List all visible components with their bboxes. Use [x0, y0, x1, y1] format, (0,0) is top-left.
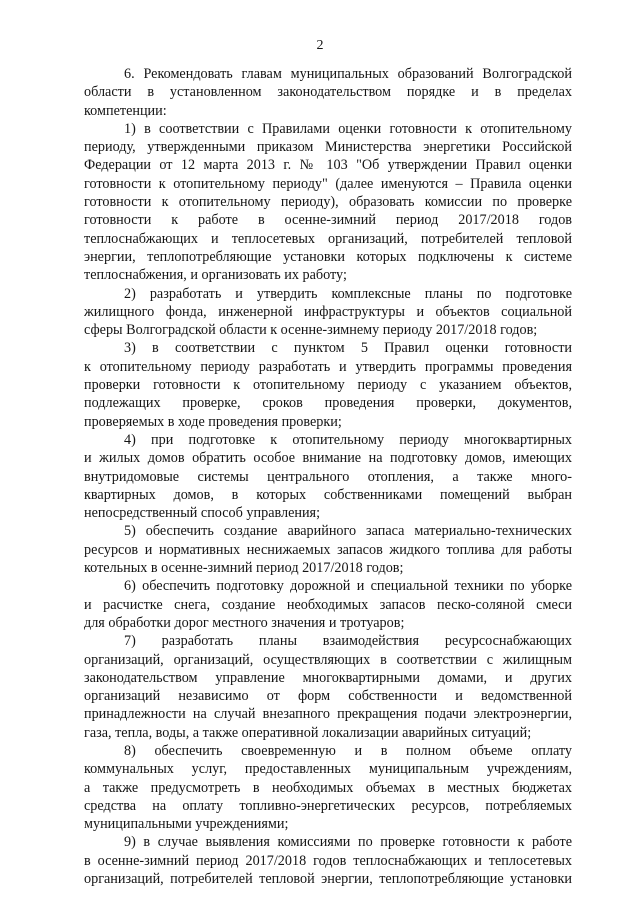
text-line: и жилых домов обратить особое внимание на подготовку домов, имеющих [84, 450, 572, 467]
text-line: средства на оплату топливно-энергетических ресурсов, потребляемых [84, 797, 572, 814]
text-line: организаций, организаций, осуществляющих в соответствии с жилищным [84, 651, 572, 668]
text-line: 7) разработать планы взаимодействия ресурсоснабжающих [124, 633, 572, 650]
text-line: законодательством управление многоквартирными домами, и других [84, 669, 572, 686]
text-line: и расчистке снега, создание необходимых запасов песко-соляной смеси [84, 596, 572, 613]
text-line: готовности к отопительному периоду" (далее именуются – Правила оценки [84, 175, 572, 192]
text-line: Федерации от 12 марта 2013 г. № 103 "Об утверждении Правил оценки [84, 157, 572, 174]
text-line: 5) обеспечить создание аварийного запаса материально-технических [124, 523, 572, 540]
text-line: организаций, потребителей тепловой энергии, теплопотребляющие установки [84, 871, 572, 888]
text-line: готовности к работе в осенне-зимний период 2017/2018 годов [84, 212, 572, 229]
text-line: квартирных домов, в которых собственниками помещений выбран [84, 486, 572, 503]
text-line: 1) в соответствии с Правилами оценки готовности к отопительному [124, 120, 572, 137]
text-line: 6) обеспечить подготовку дорожной и специальной техники по уборке [124, 578, 572, 595]
text-line: коммунальных услуг, предоставленных муниципальным учреждениям, [84, 761, 572, 778]
text-line: области в установленном законодательством порядке и в пределах [84, 84, 572, 101]
text-line: проверки готовности к отопительному периоду с указанием объектов, [84, 377, 572, 394]
text-line: теплоснабжающих и теплосетевых организаций, потребителей тепловой [84, 230, 572, 247]
text-line: периоду, утвержденными приказом Министерства энергетики Российской [84, 139, 572, 156]
page-number: 2 [316, 38, 324, 53]
text-line: муниципальными учреждениями; [84, 816, 289, 833]
text-line: проверяемых в ходе проведения проверки; [84, 413, 342, 430]
text-line: 9) в случае выявления комиссиями по проверке готовности к работе [124, 834, 572, 851]
text-line: 8) обеспечить своевременную и в полном объеме оплату [124, 742, 572, 759]
text-line: ресурсов и нормативных неснижаемых запасов жидкого топлива для работы [84, 541, 572, 558]
text-line: непосредственный способ управления; [84, 505, 321, 522]
text-line: жилищного фонда, инженерной инфраструктуры и объектов социальной [84, 303, 572, 320]
text-line: 4) при подготовке к отопительному периоду многоквартирных [124, 431, 572, 448]
text-line: организаций независимо от форм собственности и ведомственной [84, 688, 572, 705]
text-line: готовности к отопительному периоду), образовать комиссии по проверке [84, 194, 572, 211]
text-line: котельных в осенне-зимний период 2017/2018 годов; [84, 560, 404, 577]
text-line: к отопительному периоду разработать и утвердить программы проведения [84, 358, 572, 375]
text-line: в осенне-зимний период 2017/2018 годов теплоснабжающих и теплосетевых [84, 852, 572, 869]
text-line: а также предусмотреть в необходимых объемах в местных бюджетах [84, 779, 572, 796]
text-line: 3) в соответствии с пунктом 5 Правил оценки готовности [124, 340, 572, 357]
text-line: внутридомовые системы центрального отопления, а также много- [84, 468, 572, 485]
document-body [84, 65, 572, 888]
text-line: подлежащих проверке, сроков проведения проверки, документов, [84, 395, 572, 412]
text-line: теплоснабжения, и организовать их работу; [84, 267, 347, 284]
text-line: сферы Волгоградской области к осенне-зимнему периоду 2017/2018 годов; [84, 322, 538, 339]
text-line: принадлежности на случай внезапного прекращения подачи электроэнергии, [84, 706, 572, 723]
text-line: компетенции: [84, 102, 167, 119]
text-line: газа, тепла, воды, а также оперативной локализации аварийных ситуаций; [84, 724, 532, 741]
text-line: 2) разработать и утвердить комплексные планы по подготовке [124, 285, 572, 302]
text-line: 6. Рекомендовать главам муниципальных образований Волгоградской [124, 66, 572, 82]
text-line: энергии, теплопотребляющие установки которых подключены к системе [84, 248, 572, 265]
text-line: для обработки дорог местного значения и тротуаров; [84, 614, 405, 631]
